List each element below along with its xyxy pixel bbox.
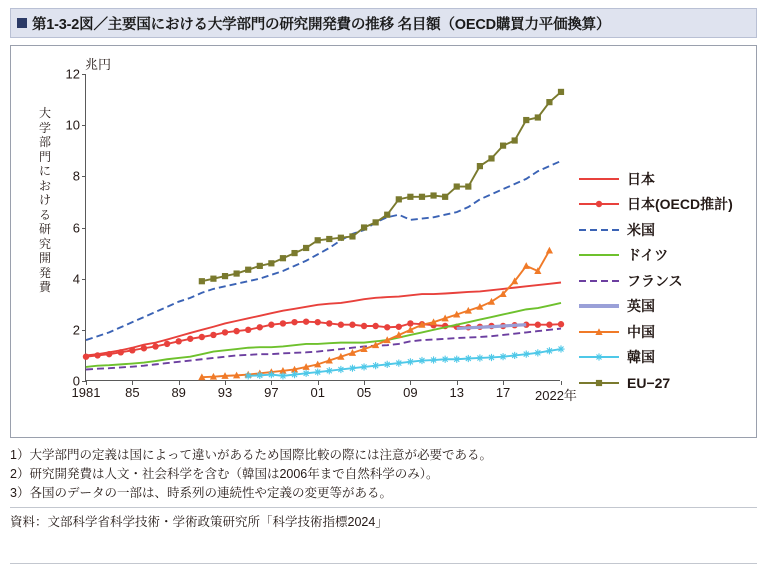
series-marker [233, 328, 239, 334]
series-marker [396, 324, 402, 330]
series-marker [488, 155, 494, 161]
series-lines [86, 74, 561, 381]
series-marker [83, 353, 89, 359]
series-marker [360, 363, 367, 370]
x-tick-label: 13 [449, 385, 464, 400]
y-tick-label: 10 [65, 117, 80, 133]
series-marker [373, 219, 379, 225]
series-marker [303, 245, 309, 251]
series-marker [337, 366, 344, 373]
series-marker [280, 255, 286, 261]
series-marker [291, 371, 298, 378]
series-marker [558, 89, 564, 95]
y-tick-mark [82, 228, 86, 229]
y-tick-mark [82, 279, 86, 280]
y-axis-label: 大 学 部 門 に お け る 研 究 開 発 費 [38, 106, 51, 294]
series-marker [210, 332, 216, 338]
series-line [202, 251, 550, 378]
x-tick-mark [132, 381, 133, 385]
y-tick-label: 6 [72, 220, 80, 235]
series-marker [199, 278, 205, 284]
legend-item [577, 243, 757, 269]
series-marker [129, 347, 135, 353]
series-marker [152, 343, 158, 349]
series-marker [349, 322, 355, 328]
series-marker [595, 354, 602, 361]
x-tick-label: 09 [403, 385, 418, 400]
legend-symbol [577, 171, 621, 187]
series-marker [187, 336, 193, 342]
series-marker [396, 196, 402, 202]
x-tick-mark [364, 381, 365, 385]
legend-item [577, 192, 757, 218]
series-marker [442, 194, 448, 200]
page-title: 第1-3-2図／主要国における大学部門の研究開発費の推移 名目額（OECD購買力平価換算） [32, 16, 611, 33]
series-marker [430, 356, 437, 363]
legend-item [577, 319, 757, 345]
plot-area [65, 66, 577, 403]
series-marker [210, 276, 216, 282]
y-tick-mark [82, 330, 86, 331]
x-tick-mark [503, 381, 504, 385]
series-marker [419, 194, 425, 200]
series-marker [512, 137, 518, 143]
series-marker [465, 183, 471, 189]
x-tick-mark [457, 381, 458, 385]
series-marker [361, 323, 367, 329]
legend-label: 中国 [627, 323, 655, 340]
series-marker [106, 351, 112, 357]
legend-item [577, 217, 757, 243]
legend-symbol [577, 349, 621, 365]
series-marker [407, 320, 413, 326]
series-marker [523, 117, 529, 123]
series-marker [454, 183, 460, 189]
series-marker [442, 356, 449, 363]
bottom-divider [10, 563, 757, 564]
x-tick-label: 97 [264, 385, 279, 400]
figure-source: 資料：文部科学省科学技術・学術政策研究所「科学技術指標2024」 [10, 507, 757, 532]
series-marker [488, 354, 495, 361]
series-marker [338, 322, 344, 328]
series-marker [596, 201, 602, 207]
series-marker [222, 329, 228, 335]
series-marker [164, 341, 170, 347]
series-marker [546, 322, 552, 328]
x-tick-mark [179, 381, 180, 385]
series-marker [349, 233, 355, 239]
note-1: 1）大学部門の定義は国によって違いがあるため国際比較の際には注意が必要である。 [10, 448, 492, 462]
series-marker [535, 114, 541, 120]
x-tick-label: 01 [310, 385, 325, 400]
series-marker [477, 163, 483, 169]
legend-item [577, 370, 757, 396]
series-marker [558, 321, 564, 327]
series-marker [326, 236, 332, 242]
series-marker [245, 372, 252, 379]
series-marker [372, 362, 379, 369]
legend-symbol [577, 222, 621, 238]
series-marker [245, 327, 251, 333]
series-marker [326, 367, 333, 374]
series-marker [557, 345, 564, 352]
series-marker [199, 334, 205, 340]
y-tick-mark [82, 176, 86, 177]
x-tick-mark [561, 381, 562, 385]
y-tick-mark [82, 125, 86, 126]
series-marker [234, 270, 240, 276]
series-marker [384, 324, 390, 330]
x-tick-mark [86, 381, 87, 385]
figure-title-bar [10, 8, 757, 38]
series-marker [395, 359, 402, 366]
series-marker [291, 250, 297, 256]
x-tick-label: 1981 [71, 385, 101, 400]
square-bullet-icon [17, 18, 27, 28]
note-3: 3）各国のデータの一部は、時系列の連続性や定義の変更等がある。 [10, 486, 392, 500]
legend-symbol [577, 247, 621, 263]
x-tick-mark [271, 381, 272, 385]
x-tick-label: 17 [495, 385, 511, 400]
legend-item [577, 345, 757, 371]
note-2: 2）研究開発費は人文・社会科学を含む（韓国は2006年まで自然科学のみ）。 [10, 467, 439, 481]
series-marker [500, 143, 506, 149]
series-marker [338, 235, 344, 241]
series-marker [476, 354, 483, 361]
figure-notes [10, 446, 757, 532]
series-marker [407, 358, 414, 365]
series-marker [303, 318, 309, 324]
series-marker [499, 353, 506, 360]
legend-label: 韓国 [627, 349, 655, 366]
series-marker [279, 372, 286, 379]
series-marker [280, 320, 286, 326]
x-tick-mark [225, 381, 226, 385]
legend-item [577, 268, 757, 294]
x-tick-label: 85 [125, 385, 140, 400]
series-marker [268, 260, 274, 266]
series-marker [546, 99, 552, 105]
series-marker [315, 319, 321, 325]
legend-label: 英国 [627, 298, 655, 315]
series-marker [407, 194, 413, 200]
y-tick-label: 2 [72, 322, 80, 338]
series-marker [523, 262, 530, 269]
series-marker [268, 322, 274, 328]
series-marker [94, 352, 100, 358]
chart-container [10, 45, 757, 438]
legend-symbol [577, 298, 621, 314]
legend-symbol [577, 273, 621, 289]
legend-label: ドイツ [627, 247, 669, 264]
legend-symbol [577, 196, 621, 212]
series-marker [372, 323, 378, 329]
legend-item [577, 294, 757, 320]
legend-label: 米国 [627, 221, 655, 238]
series-marker [596, 380, 602, 386]
legend-label: フランス [627, 272, 683, 289]
series-marker [257, 263, 263, 269]
series-marker [384, 212, 390, 218]
legend-symbol [577, 375, 621, 391]
series-line [86, 161, 561, 340]
series-marker [384, 361, 391, 368]
series-marker [418, 357, 425, 364]
y-tick-label: 8 [72, 168, 80, 184]
series-marker [453, 356, 460, 363]
series-marker [256, 372, 263, 379]
series-marker [314, 368, 321, 375]
series-marker [315, 237, 321, 243]
series-marker [222, 273, 228, 279]
x-tick-label: 89 [171, 385, 186, 400]
legend-label: 日本(OECD推計) [627, 196, 733, 213]
y-tick-label: 12 [65, 66, 80, 82]
series-marker [361, 224, 367, 230]
legend-item [577, 166, 757, 192]
series-marker [465, 355, 472, 362]
series-marker [546, 347, 553, 354]
series-marker [534, 349, 541, 356]
x-tick-label: 93 [217, 385, 233, 400]
x-tick-mark [318, 381, 319, 385]
y-tick-label: 0 [72, 373, 80, 389]
x-tick-label: 2022年 [535, 388, 577, 403]
legend-label: EU−27 [627, 374, 671, 391]
unit-label: 兆円 [85, 57, 112, 72]
series-marker [175, 338, 181, 344]
series-marker [511, 352, 518, 359]
series-marker [291, 319, 297, 325]
series-marker [303, 370, 310, 377]
series-marker [523, 351, 530, 358]
series-marker [257, 324, 263, 330]
series-marker [245, 267, 251, 273]
y-tick-label: 4 [72, 271, 80, 287]
series-marker [141, 345, 147, 351]
legend-symbol [577, 324, 621, 340]
y-tick-mark [82, 74, 86, 75]
x-tick-label: 05 [356, 385, 372, 400]
series-marker [430, 192, 436, 198]
x-tick-mark [410, 381, 411, 385]
series-marker [118, 349, 124, 355]
legend-label: 日本 [627, 170, 655, 187]
chart-legend [577, 166, 757, 396]
series-marker [326, 320, 332, 326]
series-marker [349, 365, 356, 372]
series-marker [546, 247, 553, 254]
series-marker [535, 322, 541, 328]
